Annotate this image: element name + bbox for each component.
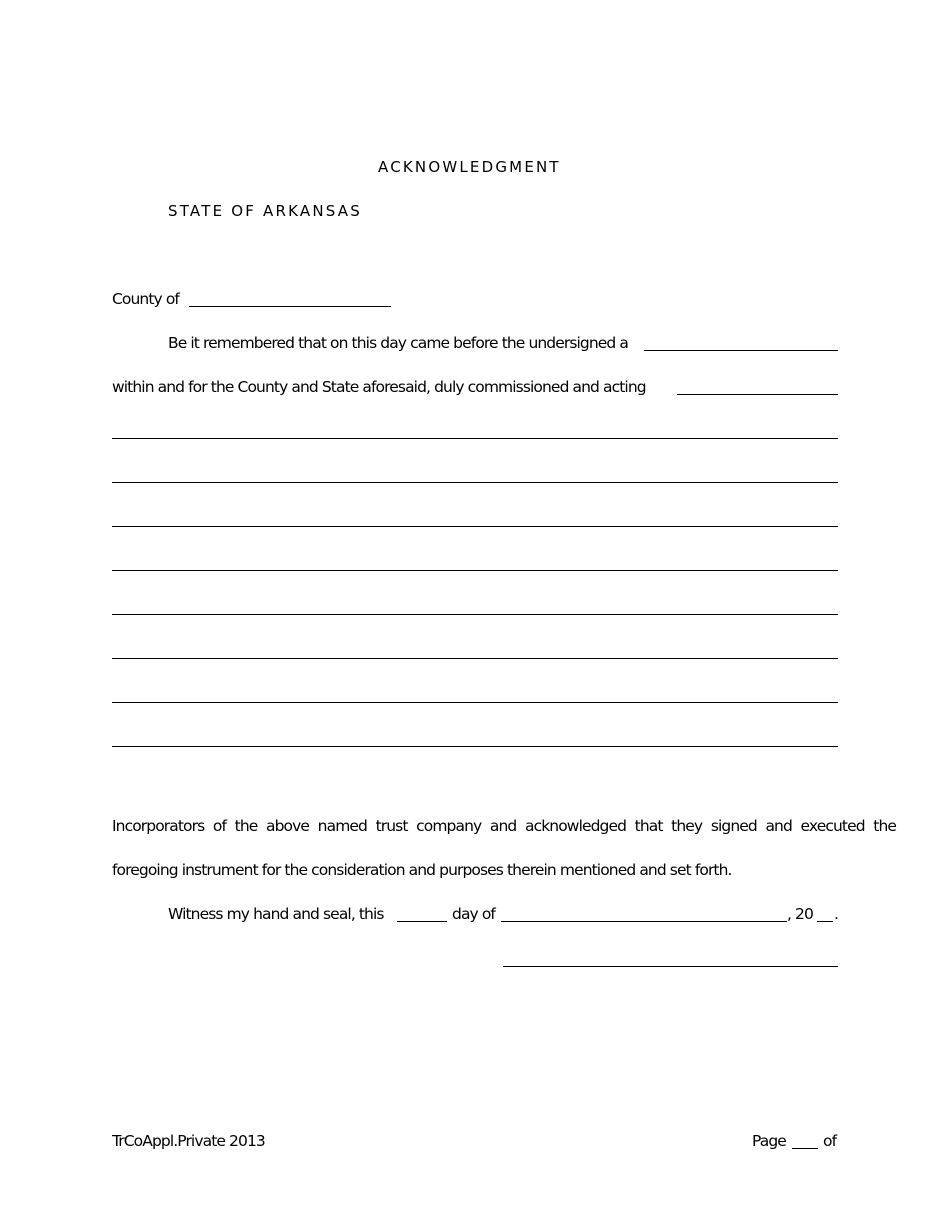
- witness-end-period: .: [834, 905, 839, 923]
- paragraph-1-line-1: Be it remembered that on this day came before the undersigned a: [168, 334, 628, 352]
- blank-line-7[interactable]: [112, 702, 838, 703]
- county-label: County of: [112, 290, 179, 308]
- witness-month-field[interactable]: [501, 921, 787, 922]
- witness-day-field[interactable]: [397, 921, 447, 922]
- officer-title-field[interactable]: [644, 350, 838, 351]
- county-field[interactable]: [189, 306, 391, 307]
- blank-line-5[interactable]: [112, 614, 838, 615]
- paragraph-1-line-2: within and for the County and State aforesaid, duly commissioned and acting: [112, 378, 646, 396]
- paragraph-2-line-1: Incorporators of the above named trust company and acknowledged that they signed and executed the: [112, 817, 896, 835]
- witness-year-prefix: , 20: [787, 905, 813, 923]
- blank-line-1[interactable]: [112, 438, 838, 439]
- signature-line[interactable]: [503, 966, 838, 967]
- document-title: ACKNOWLEDGMENT: [378, 158, 561, 176]
- acting-field[interactable]: [677, 394, 838, 395]
- paragraph-2-line-2: foregoing instrument for the consideration and purposes therein mentioned and set forth.: [112, 861, 732, 879]
- footer-form-id: TrCoAppl.Private 2013: [112, 1132, 265, 1150]
- state-heading: STATE OF ARKANSAS: [168, 202, 362, 220]
- witness-prefix: Witness my hand and seal, this: [168, 905, 384, 923]
- blank-line-8[interactable]: [112, 746, 838, 747]
- footer-page-number-field[interactable]: [792, 1148, 818, 1149]
- witness-day-of-label: day of: [452, 905, 495, 923]
- blank-line-2[interactable]: [112, 482, 838, 483]
- footer-page-label: Page: [752, 1132, 786, 1150]
- blank-line-6[interactable]: [112, 658, 838, 659]
- blank-line-3[interactable]: [112, 526, 838, 527]
- witness-year-field[interactable]: [817, 921, 833, 922]
- blank-line-4[interactable]: [112, 570, 838, 571]
- footer-page-of: of: [823, 1132, 837, 1150]
